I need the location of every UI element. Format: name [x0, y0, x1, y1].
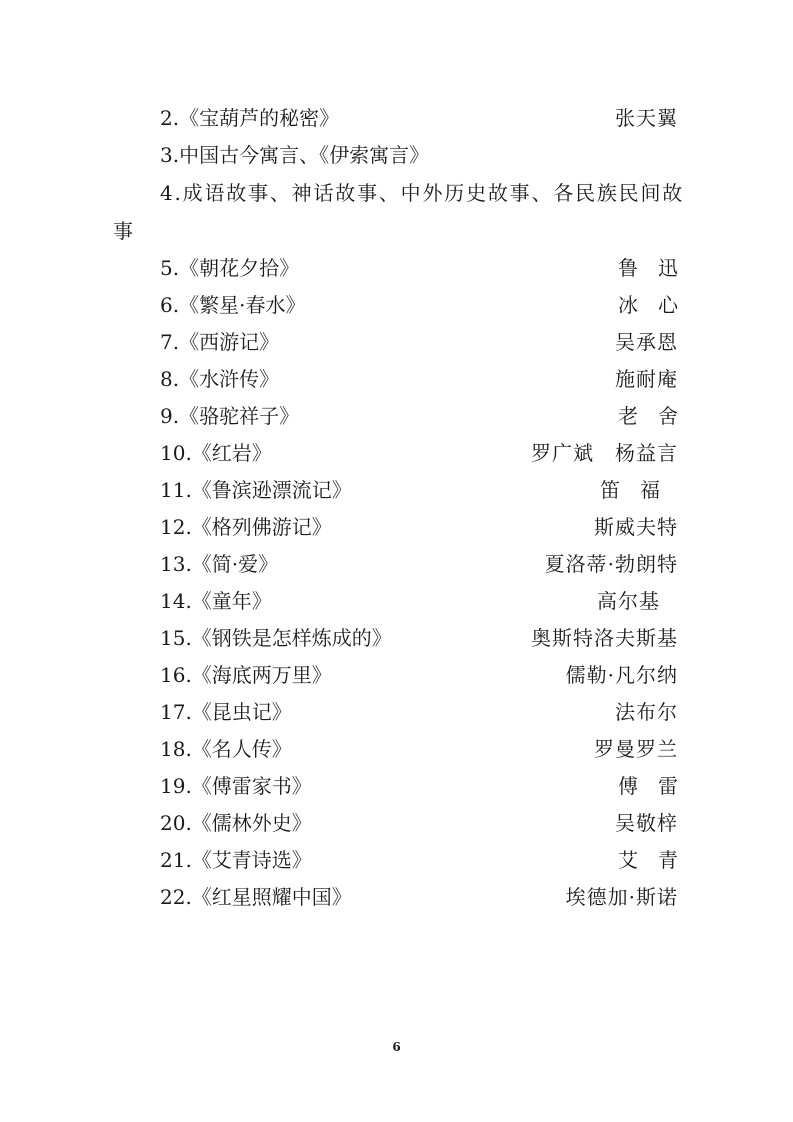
- list-item: [113, 509, 678, 546]
- book-title: 20.《儒林外史》: [160, 811, 312, 835]
- list-item: [113, 137, 678, 174]
- book-author: 吴敬梓: [615, 811, 678, 835]
- book-author: 斯威夫特: [594, 515, 678, 539]
- book-author: 罗曼罗兰: [594, 737, 678, 761]
- book-title: 21.《艾青诗选》: [160, 848, 312, 872]
- list-item: [113, 879, 678, 916]
- book-author: 罗广斌 杨益言: [531, 441, 678, 465]
- list-item: [113, 731, 678, 768]
- list-item: [113, 620, 678, 657]
- page-number: 6: [392, 1040, 401, 1054]
- list-item: [113, 435, 678, 472]
- list-item: [113, 842, 698, 879]
- list-item: [113, 361, 678, 398]
- book-title: 18.《名人传》: [160, 737, 292, 761]
- list-item: [113, 805, 678, 842]
- book-title: 12.《格列佛游记》: [160, 515, 332, 539]
- book-title: 7.《西游记》: [160, 330, 280, 354]
- book-author: 张天翼: [615, 106, 678, 130]
- book-author: 傅雷: [618, 774, 698, 798]
- book-author: 奥斯特洛夫斯基: [531, 626, 678, 650]
- book-title: 11.《鲁滨逊漂流记》: [160, 478, 352, 502]
- list-item: [113, 398, 698, 435]
- reading-list: [113, 100, 698, 916]
- list-item: [113, 694, 678, 731]
- book-title: 13.《简·爱》: [160, 552, 279, 576]
- book-author: 施耐庵: [615, 367, 678, 391]
- book-title: 19.《傅雷家书》: [160, 774, 312, 798]
- book-title: 6.《繁星·春水》: [160, 293, 306, 317]
- book-title-line: 4.成语故事、神话故事、中外历史故事、各民族民间故: [160, 181, 685, 205]
- book-author: 吴承恩: [615, 330, 678, 354]
- list-item: [113, 472, 678, 509]
- book-title: 17.《昆虫记》: [160, 700, 292, 724]
- book-title: 16.《海底两万里》: [160, 663, 332, 687]
- book-title: 15.《钢铁是怎样炼成的》: [160, 626, 392, 650]
- book-title: 5.《朝花夕拾》: [160, 256, 300, 280]
- book-author: 法布尔: [615, 700, 678, 724]
- list-item: [113, 546, 678, 583]
- book-title: 2.《宝葫芦的秘密》: [160, 106, 340, 130]
- book-title: 3.中国古今寓言、《伊索寓言》: [160, 143, 430, 167]
- book-author: 老舍: [618, 404, 698, 428]
- list-item: [113, 583, 678, 620]
- list-item: [113, 324, 678, 361]
- book-author: 埃德加·斯诺: [565, 885, 678, 909]
- list-item: [113, 174, 685, 250]
- book-title: 22.《红星照耀中国》: [160, 885, 352, 909]
- book-title: 8.《水浒传》: [160, 367, 280, 391]
- book-author: 儒勒·凡尔纳: [565, 663, 678, 687]
- book-author: 冰心: [618, 293, 698, 317]
- book-author: 艾青: [618, 848, 698, 872]
- book-author: 高尔基: [597, 589, 660, 613]
- book-title: 10.《红岩》: [160, 441, 272, 465]
- book-author: 笛福: [600, 478, 680, 502]
- book-author: 夏洛蒂·勃朗特: [544, 552, 678, 576]
- book-author: 鲁迅: [618, 256, 698, 280]
- list-item: [113, 768, 698, 805]
- list-item: [113, 287, 698, 324]
- book-title: 14.《童年》: [160, 589, 272, 613]
- list-item: [113, 250, 698, 287]
- book-title: 9.《骆驼祥子》: [160, 404, 300, 428]
- book-title-line: 事: [113, 219, 133, 243]
- list-item: [113, 100, 678, 137]
- list-item: [113, 657, 678, 694]
